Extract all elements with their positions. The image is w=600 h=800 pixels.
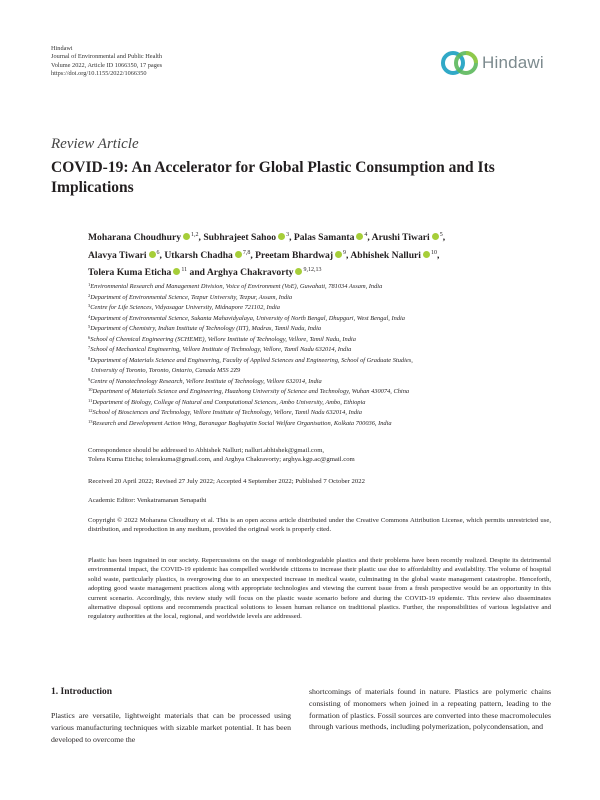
author-affiliation-marker: 5 — [439, 232, 443, 238]
author-name[interactable]: Tolera Kuma Eticha — [88, 267, 172, 278]
author-list: Moharana Choudhury $^{1,2}$, Subhrajeet Sahoo $^3$, Palas Samanta $^4$, Arushi Tiwari $^5$, Alavya Tiwari $^6$, Utkarsh Chadha $^{7,8}$, Preetam Bhardwaj $^9$, Abhishek Nalluri $^{10}$, Tolera Kuma Eticha $^{11}$ and Arghya Chakravorty $^{9,12,13}$ — [88, 232, 446, 278]
correspondence — [88, 446, 558, 465]
affiliation-text: Department of Environmental Science, Tezpur University, Tezpur, Assam, India — [90, 293, 293, 301]
author-affiliation-marker: 4 — [364, 232, 368, 238]
affiliation-item — [88, 292, 558, 303]
hindawi-logo — [441, 48, 556, 78]
academic-editor: Academic Editor: Venkatramanan Senapathi — [88, 497, 207, 504]
orcid-icon[interactable] — [149, 251, 156, 258]
publication-dates: Received 20 April 2022; Revised 27 July 2022; Accepted 4 September 2022; Published 7 October 2022 — [88, 478, 365, 485]
orcid-icon[interactable] — [295, 268, 302, 275]
orcid-icon[interactable] — [432, 233, 439, 240]
affiliation-text: Department of Materials Science and Engineering, Huazhong University of Science and Technology, Wuhan 430074, China — [92, 388, 410, 395]
affiliation-item — [88, 418, 558, 429]
section-heading: 1. Introduction — [51, 687, 113, 697]
article-type: Review Article — [51, 136, 139, 152]
article-title: COVID-19: An Accelerator for Global Plastic Consumption and Its Implications — [51, 159, 495, 196]
author-affiliation-marker: 6 — [156, 249, 160, 256]
affiliation-text: Research and Development Action Wing, Baranagar Baghajatin Social Welfare Organisation, Kolkata 700036, India — [92, 419, 392, 427]
orcid-icon[interactable] — [356, 233, 363, 240]
author-name[interactable]: Moharana Choudhury — [88, 232, 182, 243]
affiliation-marker: 5 — [88, 324, 91, 329]
abstract: Plastic has been ingrained in our society. Repercussions on the usage of nonbiodegradable plastics and their problems have been recently realized. Despite its detrimental environmental impact, the COVID-19 epidemic has compelled worldwide citizens to increase their plastic use due to affordability and availability. The volume of hospital solid waste, particularly plastics, is overgrowing due to an unexpected increase in medical waste, culminating in the global waste management catastrophe. Henceforth, adopting good waste management practices along with appropriate technologies and viewing the current issue from a fresh perspective would be an opportunity in this current scenario. Accordingly, this review study will focus on the plastic waste scenario before and during the COVID-19 epidemic. This review also disseminates alternative disposal options and recommends practical solutions to lessen human reliance on traditional plastics. Further, the responsibilities of various legislative and regulatory authorities at the local, regional, and worldwide levels are addressed. — [88, 557, 551, 621]
affiliation-item — [88, 313, 558, 324]
doi-link[interactable]: https://doi.org/10.1155/2022/1066350 — [51, 70, 147, 78]
author-name[interactable]: Preetam Bhardwaj — [255, 249, 334, 261]
orcid-icon[interactable] — [423, 251, 430, 258]
journal-header — [51, 45, 162, 79]
affiliation-item — [88, 344, 558, 355]
affiliation-marker: 10 — [88, 387, 93, 392]
affiliation-marker: 6 — [88, 334, 91, 340]
affiliation-text: Centre of Nanotechnology Research, Vellore Institute of Technology, Vellore 632014, India — [90, 377, 322, 385]
affiliation-marker: 13 — [88, 418, 93, 424]
affiliation-marker: 3 — [88, 303, 91, 308]
body-column-left: Plastics are versatile, lightweight materials that can be processed using various manufacturing techniques with sizable market potential. It has been developed to overcome the — [51, 711, 291, 744]
journal-name: Journal of Environmental and Public Health — [51, 53, 163, 61]
author-affiliation-marker: 9,12,13 — [303, 267, 322, 273]
author-name[interactable]: Arghya Chakravorty — [206, 267, 294, 278]
affiliation-marker: 9 — [88, 376, 91, 382]
author-name[interactable]: Subhrajeet Sahoo — [203, 232, 277, 243]
author-affiliation-marker: 10 — [430, 249, 437, 256]
affiliation-marker: 4 — [88, 313, 91, 319]
affiliation-item — [88, 355, 558, 366]
orcid-icon[interactable] — [335, 251, 342, 258]
affiliation-marker: 1 — [88, 282, 91, 287]
author-name[interactable]: Palas Samanta — [293, 232, 355, 243]
affiliation-marker: 12 — [88, 408, 93, 413]
affiliation-text: Centre for Life Sciences, Vidyasagar University, Midnapore 721102, India — [90, 304, 280, 311]
affiliation-item — [88, 397, 558, 408]
affiliation-item — [88, 376, 558, 387]
author-affiliation-marker: 1,2 — [191, 232, 199, 238]
affiliation-list — [88, 281, 558, 428]
volume-info: Volume 2022, Article ID 1066350, 17 pages — [51, 61, 163, 69]
affiliation-text: School of Mechanical Engineering, Vellore Institute of Technology, Vellore, Tamil Nadu 632014, India — [90, 346, 352, 353]
author-name[interactable]: Utkarsh Chadha — [164, 249, 233, 261]
orcid-icon[interactable] — [278, 233, 285, 240]
affiliation-item — [88, 302, 558, 313]
affiliation-text: Department of Environmental Science, Sukanta Mahavidyalaya, University of North Bengal, Dhupguri, West Bengal, India — [90, 314, 405, 322]
correspondence-line: Correspondence should be addressed to Abhishek Nalluri; nalluri.abhishek@gmail.com, — [88, 447, 325, 454]
affiliation-text: Department of Chemistry, Indian Institute of Technology (IIT), Madras, Tamil Nadu, India — [90, 325, 322, 332]
affiliation-text: Department of Biology, College of Natural and Computational Sciences, Ambo University, Ambo, Ethiopia — [92, 398, 366, 406]
body-column-right: shortcomings of materials found in nature. Plastics are polymeric chains consisting of monomers when joined in a repeating pattern, leading to the formation of plastics. Fossil sources are converted into these macromolecules through various methods, including polymerization, polycondensation, and — [309, 687, 551, 732]
affiliation-marker: 2 — [88, 292, 91, 298]
hindawi-logo-text: Hindawi — [482, 53, 544, 72]
affiliation-text: School of Chemical Engineering (SCHEME), Vellore Institute of Technology, Vellore, Tamil Nadu, India — [90, 335, 356, 343]
publisher-name: Hindawi — [51, 45, 73, 52]
orcid-icon[interactable] — [235, 251, 242, 258]
author-affiliation-marker: 9 — [343, 249, 347, 256]
author-affiliation-marker: 3 — [286, 232, 290, 238]
affiliation-marker: 7 — [88, 345, 91, 350]
author-affiliation-marker: 11 — [181, 267, 188, 273]
affiliation-text: Department of Materials Science and Engineering, Faculty of Applied Sciences and Engineering, School of Graduate Studies, — [90, 356, 413, 364]
orcid-icon[interactable] — [173, 268, 180, 275]
author-affiliation-marker: 7,8 — [242, 249, 251, 256]
affiliation-text: University of Toronto, Toronto, Ontario, Canada M5S 2Z9 — [91, 367, 241, 374]
copyright-notice: Copyright © 2022 Moharana Choudhury et al. This is an open access article distributed under the Creative Commons Attribution License, which permits unrestricted use, distribution, and reproduction in any medium, provided the original work is properly cited. — [88, 517, 551, 534]
affiliation-marker: 8 — [88, 355, 91, 361]
affiliation-marker: 11 — [88, 397, 93, 403]
affiliation-item — [88, 334, 558, 345]
correspondence-line: Tolera Kuma Eticha; tolerakuma@gmail.com, and Arghya Chakravorty; arghya.kgp.ac@gmail.com — [88, 456, 355, 464]
author-name[interactable]: Arushi Tiwari — [371, 232, 430, 243]
affiliation-item — [88, 323, 558, 334]
affiliation-item — [88, 281, 558, 292]
author-name[interactable]: Alavya Tiwari — [88, 249, 147, 261]
author-conjunction: and — [189, 267, 205, 278]
hindawi-logo-icon — [441, 48, 481, 78]
affiliation-item — [88, 386, 558, 397]
affiliation-text: School of Biosciences and Technology, Vellore Institute of Technology, Vellore, Tamil Nadu 632014, India — [92, 409, 363, 416]
affiliation-item — [88, 365, 558, 376]
affiliation-item — [88, 407, 558, 418]
orcid-icon[interactable] — [183, 233, 190, 240]
affiliation-text: Environmental Research and Management Division, Voice of Environment (VoE), Guwahati, 781034 Assam, India — [90, 283, 383, 290]
author-name[interactable]: Abhishek Nalluri — [350, 249, 421, 261]
